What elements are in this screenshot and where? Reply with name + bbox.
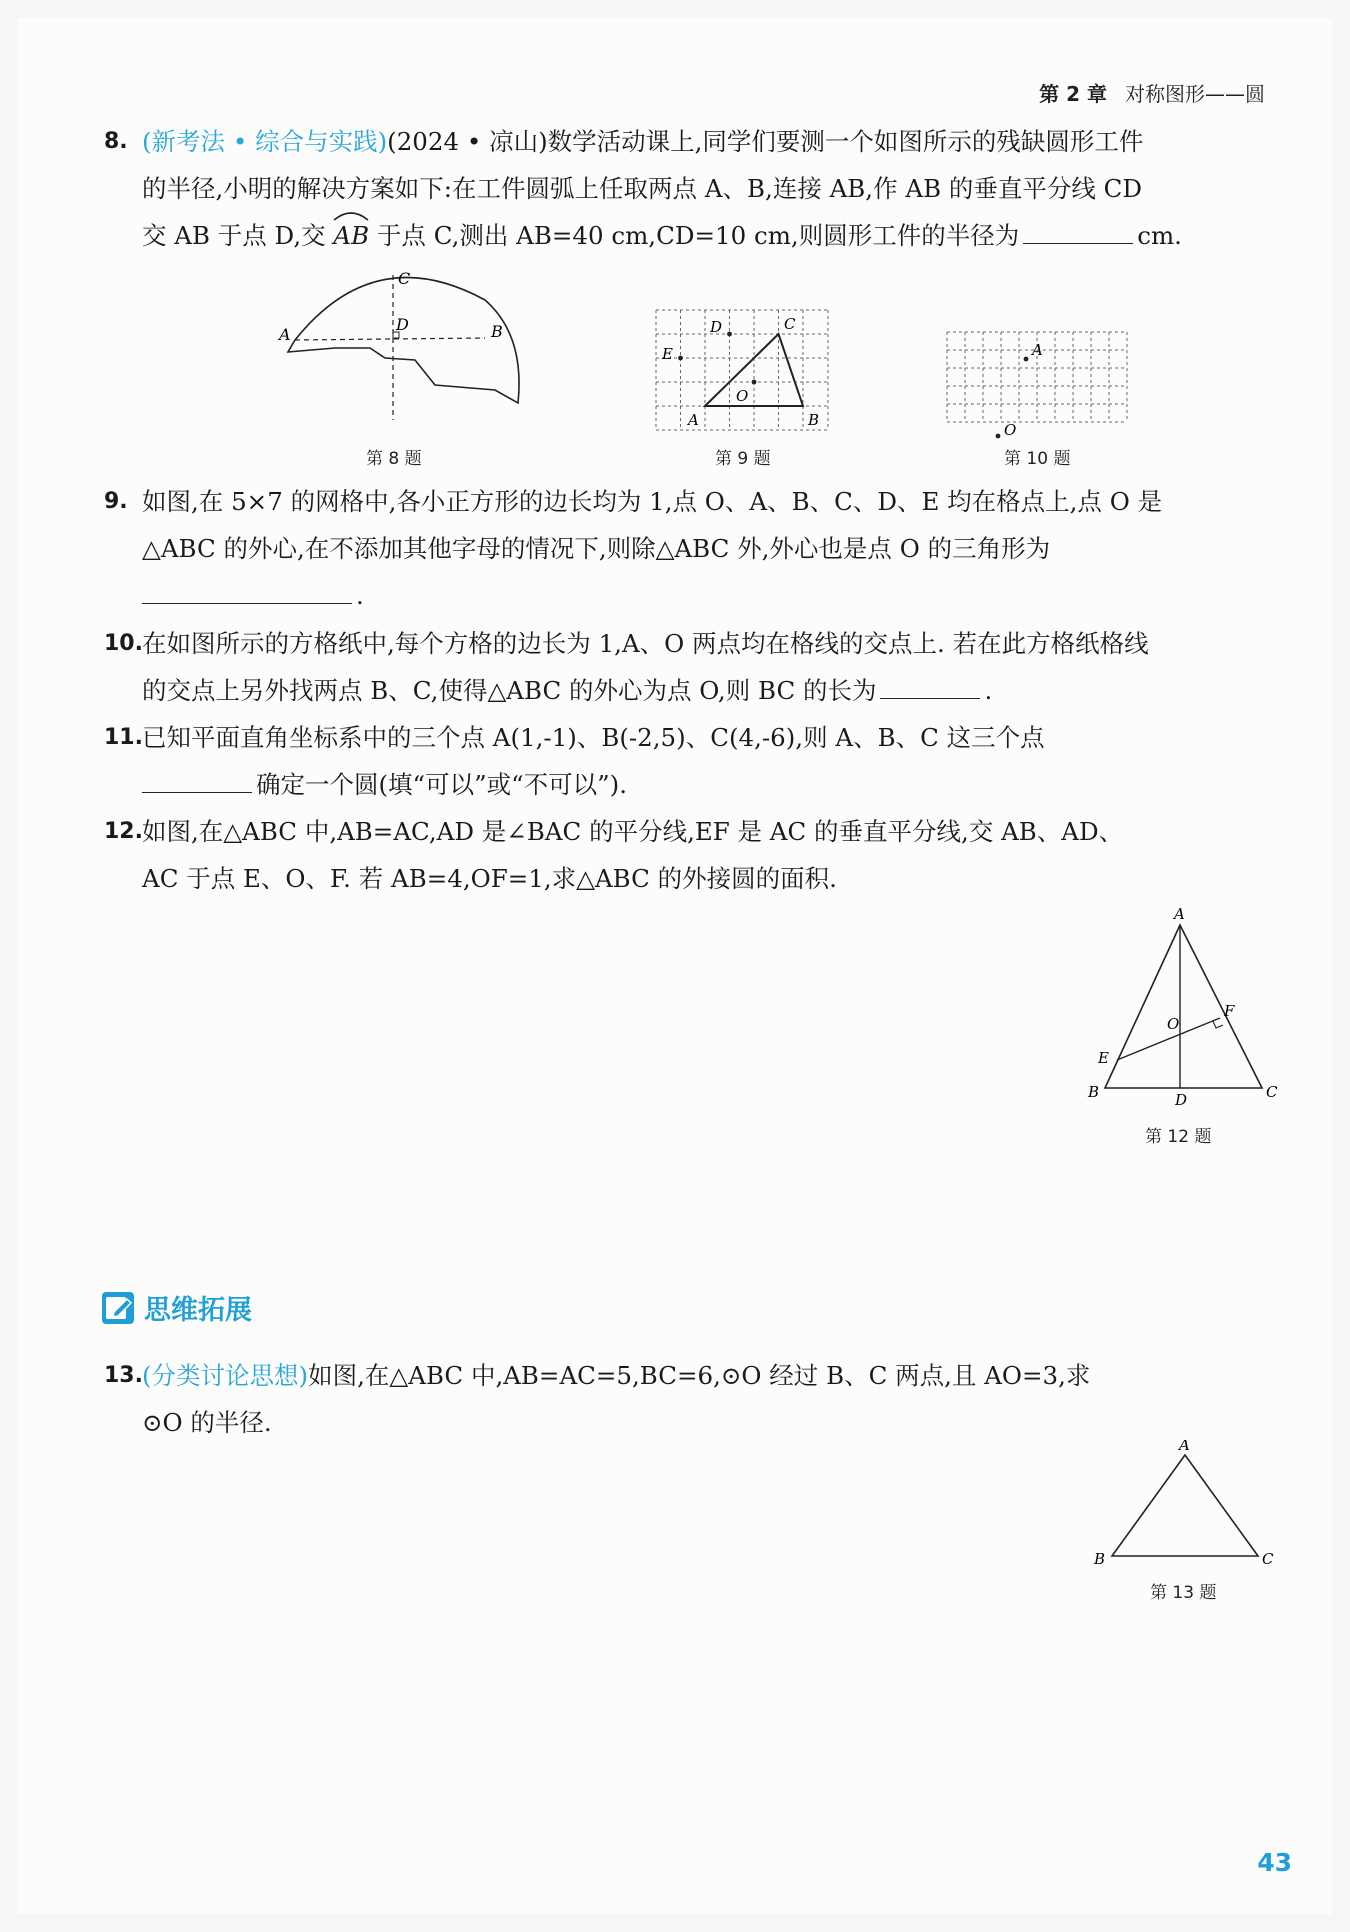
question-number: 8. <box>104 129 128 154</box>
answer-blank[interactable] <box>142 762 252 793</box>
question-text: . <box>356 581 364 610</box>
question-line: ⊙O 的半径. <box>142 1408 272 1437</box>
figure-13-caption: 第 13 题 <box>1150 1583 1217 1603</box>
label-D: D <box>1175 1091 1188 1105</box>
question-number: 10. <box>104 631 143 656</box>
question-text: (2024 • 凉山)数学活动课上,同学们要测一个如图所示的残缺圆形工件 <box>387 127 1144 156</box>
label-A: A <box>279 325 291 344</box>
label-C: C <box>398 270 411 288</box>
figure-10 <box>940 325 1135 445</box>
section-title-text: 思维拓展 <box>144 1295 252 1326</box>
answer-blank[interactable] <box>1023 213 1133 244</box>
label-E: E <box>1098 1049 1109 1067</box>
chapter-title: 对称图形——圆 <box>1125 82 1265 106</box>
label-D: D <box>396 315 409 334</box>
figure-8-caption: 第 8 题 <box>366 449 422 469</box>
figure-9 <box>648 305 838 445</box>
question-line: AC 于点 E、O、F. 若 AB=4,OF=1,求△ABC 的外接圆的面积. <box>142 864 837 893</box>
label-B: B <box>1088 1083 1100 1101</box>
question-text: 交 AB 于点 D,交 <box>142 221 326 250</box>
page-number: 43 <box>1257 1848 1292 1877</box>
label-E: E <box>662 345 673 363</box>
question-line <box>142 212 1182 259</box>
question-tag: (分类讨论思想) <box>142 1361 309 1390</box>
label-C: C <box>784 315 796 333</box>
figure-12 <box>1080 905 1280 1105</box>
question-number: 9. <box>104 489 128 514</box>
chapter-number: 第 2 章 <box>1039 82 1107 106</box>
question-text: 于点 C,测出 AB=40 cm,CD=10 cm,则圆形工件的半径为 <box>376 221 1020 250</box>
figure-9-caption: 第 9 题 <box>715 449 771 469</box>
question-line: 在如图所示的方格纸中,每个方格的边长为 1,A、O 两点均在格线的交点上. 若在此方格纸格线 <box>142 629 1149 658</box>
answer-blank[interactable] <box>142 573 352 604</box>
question-line: 的半径,小明的解决方案如下:在工件圆弧上任取两点 A、B,连接 AB,作 AB 的垂直平分线 CD <box>142 174 1143 203</box>
section-title <box>100 1288 252 1327</box>
label-C: C <box>1262 1550 1274 1568</box>
label-O: O <box>736 387 749 405</box>
question-line <box>142 572 364 619</box>
label-O: O <box>1004 421 1017 439</box>
label-A: A <box>1032 341 1043 359</box>
chapter-header <box>1039 78 1265 107</box>
question-text: 如图,在△ABC 中,AB=AC=5,BC=6,⊙O 经过 B、C 两点,且 AO=3,求 <box>308 1361 1091 1390</box>
question-line: 已知平面直角坐标系中的三个点 A(1,-1)、B(-2,5)、C(4,-6),则 A、B、C 这三个点 <box>142 723 1045 752</box>
label-A: A <box>1179 1440 1190 1454</box>
figure-8 <box>275 270 535 420</box>
answer-blank[interactable] <box>880 668 980 699</box>
question-text: . <box>984 676 993 705</box>
question-text: 确定一个圆(填“可以”或“不可以”). <box>256 770 628 799</box>
label-B: B <box>491 322 503 341</box>
label-F: F <box>1224 1002 1235 1020</box>
arc-mark-icon <box>331 208 371 222</box>
question-line: △ABC 的外心,在不添加其他字母的情况下,则除△ABC 外,外心也是点 O 的三角形为 <box>142 534 1051 563</box>
label-O: O <box>1167 1015 1180 1033</box>
question-line: 如图,在△ABC 中,AB=AC,AD 是∠BAC 的平分线,EF 是 AC 的垂直平分线,交 AB、AD、 <box>142 817 1124 846</box>
label-B: B <box>808 411 820 429</box>
label-B: B <box>1094 1550 1106 1568</box>
label-D: D <box>710 318 723 336</box>
question-line <box>142 1352 1090 1399</box>
question-number: 11. <box>104 725 143 750</box>
question-line <box>142 667 992 714</box>
question-line: 如图,在 5×7 的网格中,各小正方形的边长均为 1,点 O、A、B、C、D、E 均在格点上,点 O 是 <box>142 487 1163 516</box>
question-number: 12. <box>104 819 143 844</box>
label-A: A <box>688 411 699 429</box>
question-tag: (新考法 • 综合与实践) <box>142 127 388 156</box>
question-line <box>142 761 627 808</box>
figure-13 <box>1090 1440 1280 1570</box>
figure-12-caption: 第 12 题 <box>1145 1127 1212 1147</box>
question-line <box>142 118 1143 165</box>
figure-10-caption: 第 10 题 <box>1004 449 1071 469</box>
pencil-book-icon <box>100 1290 136 1326</box>
label-C: C <box>1266 1083 1278 1101</box>
question-text: cm. <box>1137 221 1182 250</box>
arc-label: AB <box>333 221 370 250</box>
arc-notation <box>333 212 369 259</box>
label-A: A <box>1174 905 1185 923</box>
question-text: 的交点上另外找两点 B、C,使得△ABC 的外心为点 O,则 BC 的长为 <box>142 676 877 705</box>
question-number: 13. <box>104 1363 143 1388</box>
